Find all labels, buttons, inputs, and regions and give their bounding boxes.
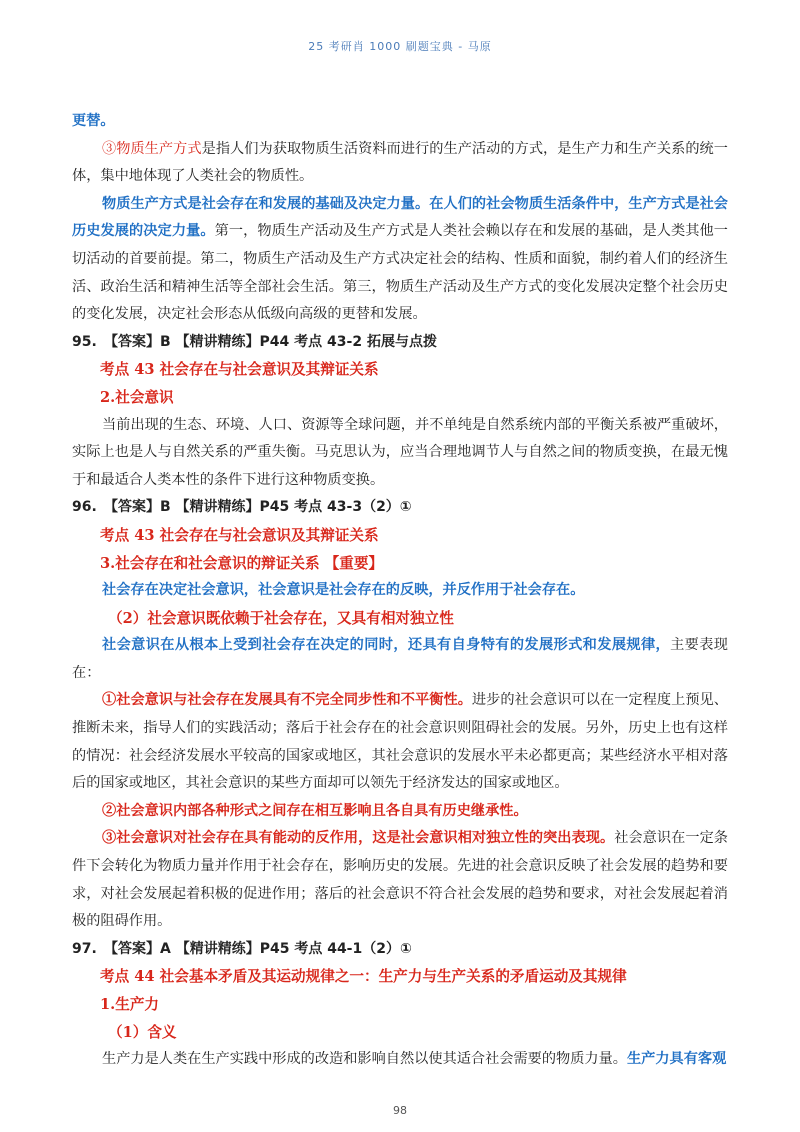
paragraph-point-3 xyxy=(72,825,728,935)
highlight-term: ③物质生产方式 xyxy=(102,140,202,157)
running-header: 25 考研肖 1000 刷题宝典 - 马原 xyxy=(308,40,492,53)
topic-heading: 考点 43 社会存在与社会意识及其辩证关系 xyxy=(100,526,379,544)
answer-96 xyxy=(72,494,728,522)
paragraph-intro xyxy=(72,632,728,687)
answer-text: 【答案】B 【精讲精练】P44 考点 43-2 拓展与点拨 xyxy=(104,333,437,350)
answer-97 xyxy=(72,936,728,964)
answer-text: 【答案】A 【精讲精练】P45 考点 44-1（2）① xyxy=(104,940,412,957)
paragraph-text: 主要表现在： xyxy=(72,637,728,681)
page-number: 98 xyxy=(393,1104,407,1117)
paragraph-text: 是指人们为获取物质生活资料而进行的生产活动的方式，是生产力和生产关系的统一体，集中地体现了人类社会的物质性。 xyxy=(72,140,728,185)
subtopic-heading: 3.社会存在和社会意识的辩证关系 【重要】 xyxy=(100,554,384,572)
paragraph-body: 当前出现的生态、环境、人口、资源等全球问题，并不单纯是自然系统内部的平衡关系被严重破坏，实际上也是人与自然关系的严重失衡。马克思认为，应当合理地调节人与自然之间的物质变换，在最无愧于和最适合人类本性的条件下进行这种物质变换。 xyxy=(72,416,728,488)
paragraph-body xyxy=(72,1046,728,1074)
question-number: 95. xyxy=(72,333,97,350)
answer-text: 【答案】B 【精讲精练】P45 考点 43-3（2）① xyxy=(104,499,412,516)
subtopic-heading: （1）含义 xyxy=(108,1023,177,1041)
paragraph-text: 第一，物质生产活动及生产方式是人类社会赖以存在和发展的基础，是人类其他一切活动的首要前提。第二，物质生产活动及生产方式决定社会的结构、性质和面貌，制约着人们的经济生活、政治生活和精神生活等全部社会生活。第三，物质生产活动及生产方式的变化发展决定整个社会历史的变化发展，决定社会形态从低级向高级的更替和发展。 xyxy=(72,223,728,323)
paragraph-text: 进步的社会意识可以在一定程度上预见、推断未来，指导人们的实践活动；落后于社会存在的社会意识则阻碍社会的发展。另外，历史上也有这样的情况：社会经济发展水平较高的国家或地区，其社会意识的发展水平未必都更高；某些经济水平相对落后的国家或地区，其社会意识的某些方面却可以领先于经济发达的国家或地区。 xyxy=(72,692,728,792)
highlight-point: ①社会意识与社会存在发展具有不完全同步性和不平衡性。 xyxy=(102,692,472,709)
topic-heading: 考点 43 社会存在与社会意识及其辩证关系 xyxy=(100,361,379,379)
paragraph-text: 社会意识在一定条件下会转化为物质力量并作用于社会存在，影响历史的发展。先进的社会意识反映了社会发展的趋势和要求，对社会发展起着积极的促进作用；落后的社会意识不符合社会发展的趋势和要求，对社会发展起着消极的阻碍作用。 xyxy=(72,830,728,930)
paragraph-point-2: ②社会意识内部各种形式之间存在相互影响且各自具有历史继承性。 xyxy=(102,802,528,819)
question-number: 97. xyxy=(72,940,97,957)
highlight-key-sentence: 物质生产方式是社会存在和发展的基础及决定力量。在人们的社会物质生活条件中，生产方式是社会历史发展的决定力量。 xyxy=(72,195,728,240)
subtopic-heading: 1.生产力 xyxy=(100,996,160,1013)
topic-heading: 考点 44 社会基本矛盾及其运动规律之一：生产力与生产关系的矛盾运动及其规律 xyxy=(100,968,627,986)
answer-95 xyxy=(72,329,728,357)
highlight-key-sentence: 社会存在决定社会意识，社会意识是社会存在的反映，并反作用于社会存在。 xyxy=(102,582,585,599)
question-number: 96. xyxy=(72,499,97,516)
page-content xyxy=(72,108,728,1074)
subtopic-heading: （2）社会意识既依赖于社会存在，又具有相对独立性 xyxy=(108,609,454,627)
highlight-key-sentence: 生产力具有客观 xyxy=(626,1051,727,1068)
highlight-key-sentence: 社会意识在从根本上受到社会存在决定的同时，还具有自身特有的发展形式和发展规律， xyxy=(102,637,671,654)
subtopic-heading: 2.社会意识 xyxy=(100,388,174,406)
paragraph-text: 生产力是人类在生产实践中形成的改造和影响自然以使其适合社会需要的物质力量。 xyxy=(102,1051,627,1068)
paragraph-point-1 xyxy=(72,687,728,797)
paragraph-continuation: 更替。 xyxy=(72,113,115,129)
paragraph-decisive-force xyxy=(72,191,728,329)
highlight-point: ③社会意识对社会存在具有能动的反作用，这是社会意识相对独立性的突出表现。 xyxy=(102,830,615,847)
paragraph-production-mode xyxy=(72,136,728,191)
